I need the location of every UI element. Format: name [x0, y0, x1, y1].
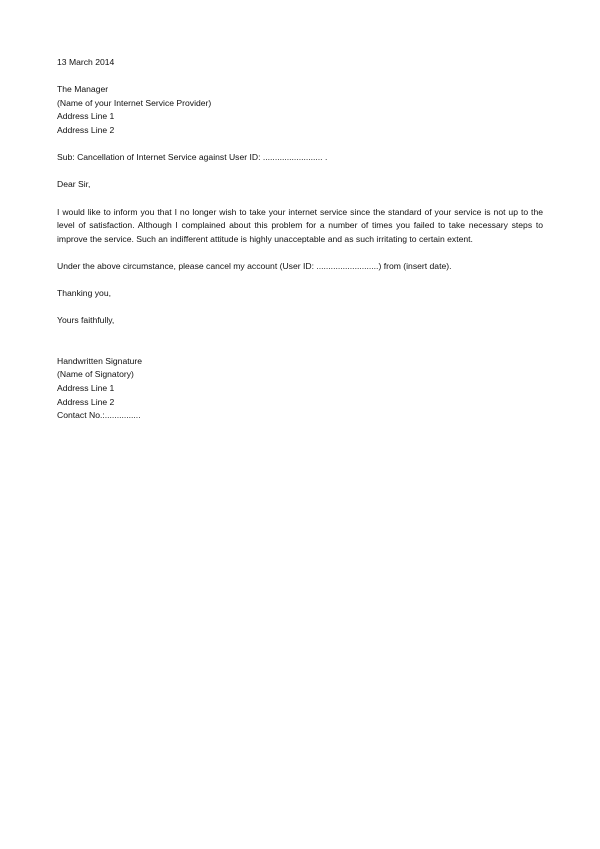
sender-name: (Name of Signatory) [57, 369, 134, 380]
letter-closing: Yours faithfully, [57, 315, 115, 326]
sender-signature: Handwritten Signature [57, 355, 143, 366]
letter-body [57, 56, 543, 423]
body-paragraph-1: I would like to inform you that I no longer wish to take your internet service since the standard of your service is not up to the level of satisfaction. Although I complained about this problem for a number of times you failed to take necessary steps to improve the service. Such an indifferent attitude is highly unacceptable and as such irritating to certain extent. [57, 206, 543, 244]
sender-contact-number: Contact No.:............... [57, 410, 141, 421]
recipient-address-line-2: Address Line 2 [57, 124, 115, 135]
body-paragraph-2: Under the above circumstance, please cancel my account (User ID: ..........................) from (insert date). [57, 260, 452, 271]
recipient-address-line-1: Address Line 1 [57, 111, 115, 122]
recipient-address-block [57, 83, 543, 137]
letter-thanks: Thanking you, [57, 288, 111, 299]
sender-address-line-1: Address Line 1 [57, 383, 115, 394]
sender-address-line-2: Address Line 2 [57, 396, 115, 407]
letter-salutation: Dear Sir, [57, 179, 91, 190]
sender-block [57, 355, 543, 423]
letter-subject: Sub: Cancellation of Internet Service against User ID: ......................... . [57, 152, 328, 163]
recipient-name: (Name of your Internet Service Provider) [57, 97, 212, 108]
letter-date: 13 March 2014 [57, 57, 115, 67]
recipient-title: The Manager [57, 84, 109, 95]
